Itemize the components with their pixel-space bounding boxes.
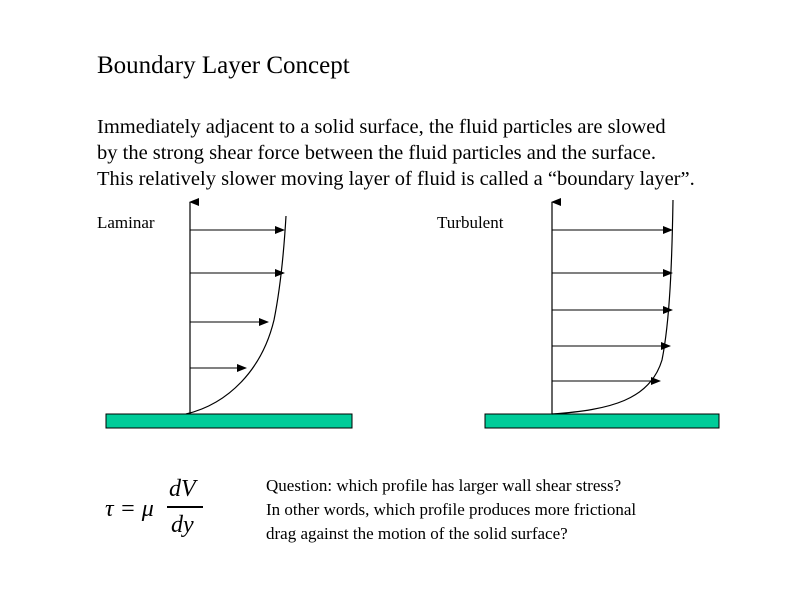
- fraction-bar: [167, 506, 203, 508]
- laminar-velocity-curve: [186, 216, 286, 414]
- shear-stress-equation: [105, 474, 215, 544]
- turbulent-velocity-curve: [552, 200, 673, 414]
- intro-line: by the strong shear force between the fluid particles and the surface.: [97, 142, 656, 164]
- laminar-label: Laminar: [97, 213, 155, 232]
- slide-title: Boundary Layer Concept: [97, 52, 350, 79]
- equation-denominator: dy: [171, 512, 194, 538]
- turbulent-surface: [485, 414, 719, 428]
- laminar-surface: [106, 414, 352, 428]
- question-line: Question: which profile has larger wall shear stress?: [266, 476, 622, 495]
- turbulent-label: Turbulent: [437, 213, 504, 232]
- question-text: [266, 474, 636, 546]
- intro-line: This relatively slower moving layer of fluid is called a “boundary layer”.: [97, 168, 695, 190]
- question-line: In other words, which profile produces more frictional: [266, 500, 637, 519]
- equation-numerator: dV: [169, 476, 196, 502]
- laminar-profile: [106, 202, 352, 428]
- question-line: drag against the motion of the solid surface?: [266, 524, 568, 543]
- equation-lhs: τ = μ: [105, 496, 154, 522]
- turbulent-profile: [485, 200, 719, 428]
- intro-line: Immediately adjacent to a solid surface, the fluid particles are slowed: [97, 116, 666, 138]
